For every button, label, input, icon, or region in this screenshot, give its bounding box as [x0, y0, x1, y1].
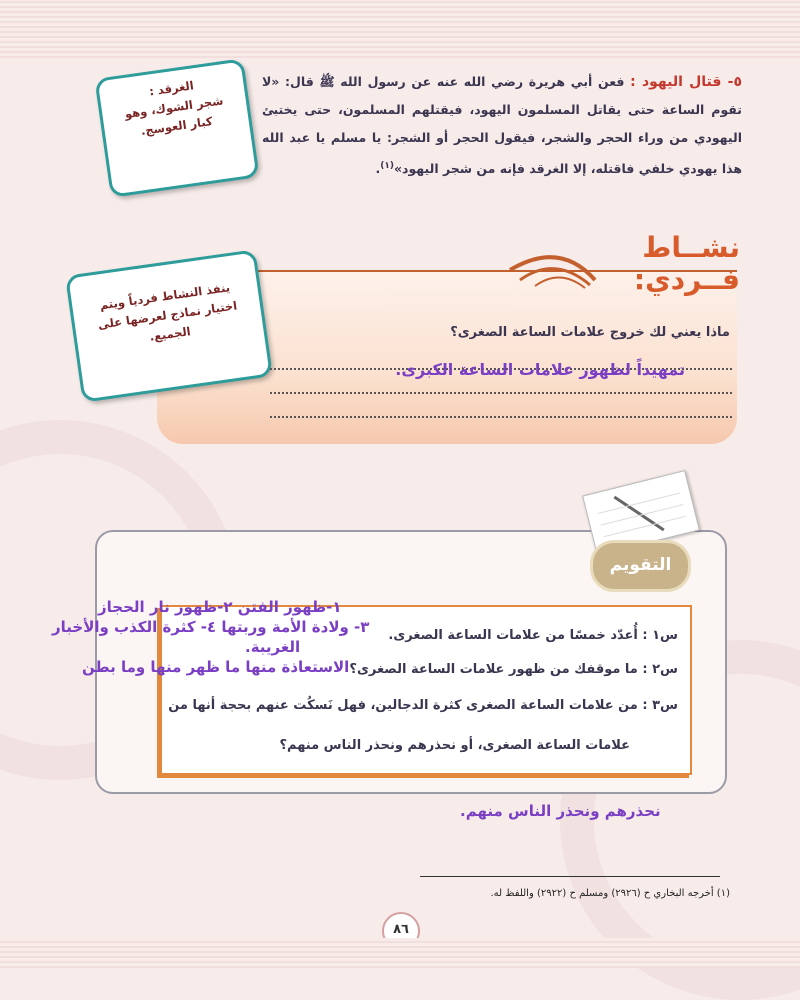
answer-3: الغريبة. — [245, 638, 301, 656]
activity-ornament-icon — [500, 240, 600, 290]
answer-4: الاستعاذة منها ما ظهر منها وما بطن — [82, 658, 350, 676]
section-heading: ٥- قتال اليهود : — [630, 74, 742, 90]
answer-line — [270, 392, 732, 394]
activity-title-line1: نشــاط — [642, 231, 740, 264]
footnote-ref: (١) — [380, 161, 394, 171]
hadith-text: فعن أبي هريرة رضي الله عنه عن رسول الله ﷺ قال: «لا تقوم الساعة حتى يقاتل المسلمون اليهود، فيقتلهم المسلمون، حتى يختبئ اليهودي من وراء الحجر والشجر، فيقول الحجر أو الشجر: يا مسلم يا عبد الله هذا يهودي خلفي فاقتله، إلا الغرقد فإنه من شجر اليهود» — [262, 74, 742, 177]
gharqad-note — [94, 58, 259, 198]
page-number: ٨٦ — [382, 912, 420, 950]
answer-line — [270, 416, 732, 418]
question-1: س١ : أُعدّد خمسًا من علامات الساعة الصغرى. — [388, 628, 678, 643]
activity-answer: تمهيداً لظهور علامات الساعة الكبرى. — [395, 360, 685, 379]
top-decor-band — [0, 0, 800, 58]
evaluation-badge: التقويم — [590, 540, 691, 592]
question-3-line1: س٣ : من علامات الساعة الصغرى كثرة الدجالين، فهل نَسكُت عنهم بحجة أنها من — [168, 698, 678, 713]
question-2: س٢ : ما موقفك من ظهور علامات الساعة الصغرى؟ — [349, 662, 678, 677]
answer-1: ١-ظهور الفتن ٢-ظهور نار الحجاز — [98, 598, 342, 616]
activity-title-line2: فــردي: — [633, 263, 740, 296]
gharqad-text: شجر الشوك، وهو كبار العوسج. — [123, 93, 225, 138]
bottom-decor-band — [0, 938, 800, 968]
footnote: (١) أخرجه البخاري ح (٢٩٢٦) ومسلم ح (٢٩٢٢) واللفظ له. — [490, 888, 730, 899]
answer-5: نحذرهم ونحذر الناس منهم. — [460, 802, 661, 820]
activity-question: ماذا يعني لك خروج علامات الساعة الصغرى؟ — [450, 325, 730, 340]
footnote-rule — [420, 876, 720, 877]
answer-2: ٣- ولادة الأمة وربتها ٤- كثرة الكذب والأخبار — [52, 618, 370, 636]
gharqad-title: الغرقد : — [148, 78, 195, 99]
activity-side-note: ينفذ النشاط فردياً ويتم اختيار نماذج لعرضها على الجميع. — [65, 249, 273, 402]
activity-title — [600, 232, 740, 296]
hadith-paragraph: ٥- قتال اليهود : فعن أبي هريرة رضي الله عنه عن رسول الله ﷺ قال: «لا تقوم الساعة حتى يقاتل المسلمون اليهود، فيقتلهم المسلمون، حتى يختبئ اليهودي من وراء الحجر والشجر، فيقول الحجر أو الشجر: يا مسلم يا عبد الله هذا يهودي خلفي فاقتله، إلا الغرقد فإنه من شجر اليهود»$^{(١)}$. — [262, 74, 742, 177]
question-3-line2: علامات الساعة الصغرى، أو نحذرهم ونحذر الناس منهم؟ — [279, 738, 630, 753]
